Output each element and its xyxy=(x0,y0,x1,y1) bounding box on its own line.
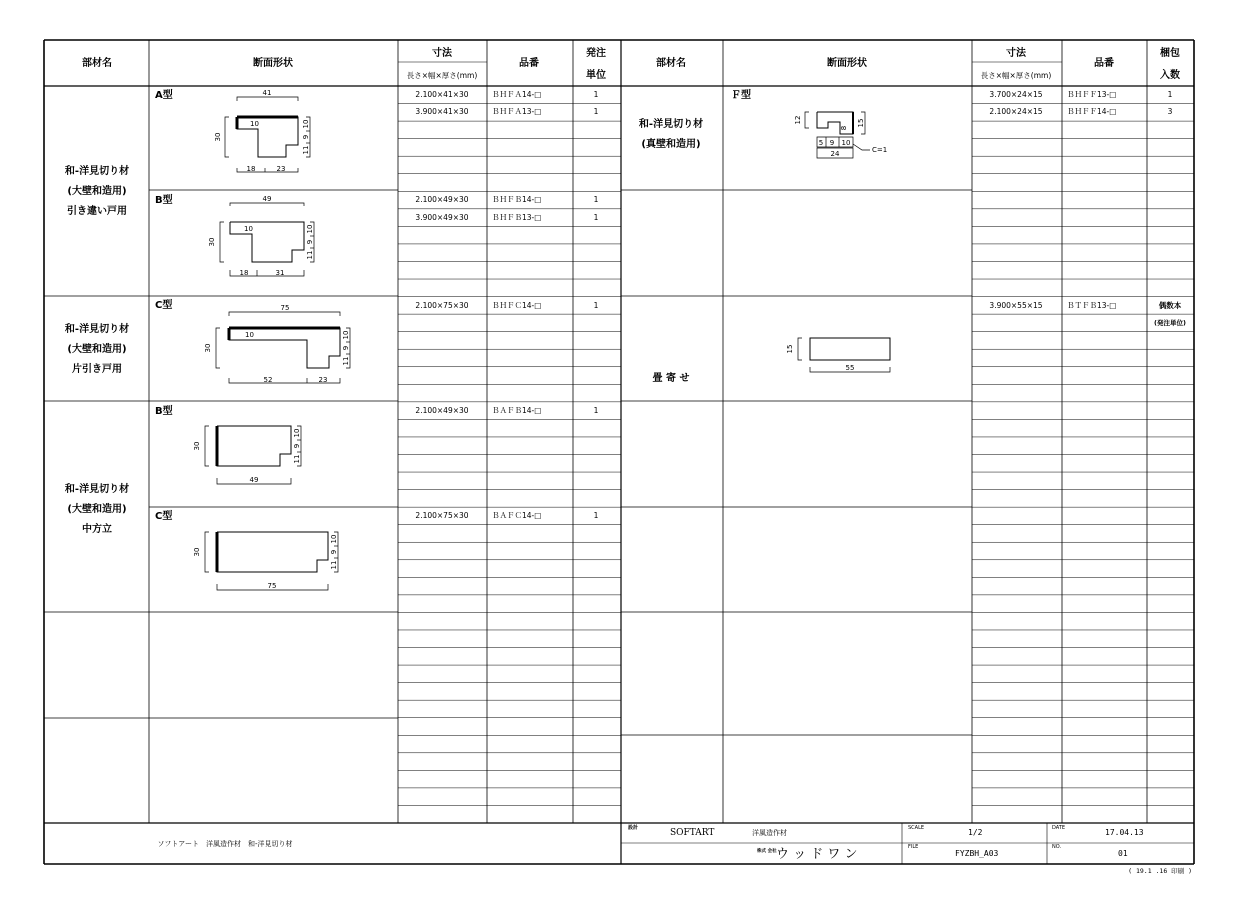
lbl-d-r2: 9 xyxy=(293,443,301,449)
lbl-a-t: 10 xyxy=(250,120,259,128)
file-label: FILE xyxy=(908,844,919,850)
lbl-c-r2: 9 xyxy=(342,345,350,351)
block-a xyxy=(155,88,599,173)
tatami-name: 畳 寄 せ xyxy=(652,373,690,384)
left-group-2 xyxy=(65,322,129,375)
lbl-f-b2: 9 xyxy=(829,139,835,147)
dim-e-1: 2.100×75×30 xyxy=(415,511,469,520)
block-f xyxy=(639,88,1173,158)
lbl-tatami-h: 15 xyxy=(786,344,794,354)
block-tatami xyxy=(653,300,1186,384)
unit-d-1: 1 xyxy=(593,406,599,415)
lbl-a-h: 30 xyxy=(214,132,222,142)
header-dimension-sub-right: 長さ×幅×厚さ(mm) xyxy=(980,71,1052,80)
lbl-b-r3: 10 xyxy=(306,224,314,234)
lbl-f-w: 24 xyxy=(830,150,840,158)
lbl-e-r1: 11 xyxy=(330,560,338,570)
unit-b-1: 1 xyxy=(593,195,599,204)
code-a-2: ＢＨＦＡ13-□ xyxy=(492,107,542,116)
header-part-name-left: 部材名 xyxy=(82,58,112,69)
header-section-shape-right: 断面形状 xyxy=(827,58,867,69)
product-label: 洋風造作材 xyxy=(752,829,787,837)
dim-f-1: 3.700×24×15 xyxy=(989,90,1043,99)
lbl-f-h1: 12 xyxy=(794,115,802,125)
lbl-b-r1: 11 xyxy=(306,250,314,260)
pack-f-2: 3 xyxy=(1167,107,1173,116)
lbl-f-h2: 15 xyxy=(857,118,865,128)
dim-f-2: 2.100×24×15 xyxy=(989,107,1043,116)
date-value: 17.04.13 xyxy=(1105,828,1144,837)
type-label-b: B型 xyxy=(155,195,173,206)
no-label: NO. xyxy=(1052,844,1062,850)
lbl-d-r1: 11 xyxy=(293,454,301,464)
type-label-e: C型 xyxy=(155,511,173,522)
group-1-line-1: 和-洋見切り材 xyxy=(64,166,130,177)
unit-a-2: 1 xyxy=(593,107,599,116)
group-2-line-3: 片引き戸用 xyxy=(72,364,122,375)
header-part-name-right: 部材名 xyxy=(656,58,686,69)
profile-c xyxy=(216,312,350,383)
profile-b xyxy=(220,203,314,276)
profile-tatami xyxy=(798,338,890,372)
code-e-1: ＢＡＦＣ14-□ xyxy=(492,511,542,520)
lbl-a-b2: 23 xyxy=(276,165,286,173)
lbl-e-h: 30 xyxy=(193,547,201,557)
left-group-3 xyxy=(65,482,129,535)
lbl-c-r1: 11 xyxy=(342,356,350,366)
header-pack-right-1: 梱包 xyxy=(1160,48,1180,59)
code-b-1: ＢＨＦＢ14-□ xyxy=(492,195,542,204)
design-label: 設計 xyxy=(628,825,639,831)
title-block xyxy=(157,824,1192,875)
file-value: FYZBH_A03 xyxy=(955,849,999,858)
lbl-b-h: 30 xyxy=(208,237,216,247)
company-name: ウ ッ ド ワ ン xyxy=(776,847,858,862)
group-3-line-1: 和-洋見切り材 xyxy=(64,484,130,495)
code-d-1: ＢＡＦＢ14-□ xyxy=(492,406,542,415)
f-name-2: (真壁和造用) xyxy=(641,139,701,150)
lbl-b-w: 49 xyxy=(262,195,272,203)
dim-tatami-1: 3.900×55×15 xyxy=(989,301,1043,310)
header-product-no-left: 品番 xyxy=(519,58,539,69)
type-label-d: B型 xyxy=(155,406,173,417)
header-order-left-2: 単位 xyxy=(586,70,606,81)
dim-a-1: 2.100×41×30 xyxy=(415,90,469,99)
pack-tatami-1: 偶数本 xyxy=(1158,301,1182,310)
type-label-f: Ｆ型 xyxy=(731,90,751,101)
group-1-line-2: (大壁和造用) xyxy=(67,186,127,197)
dim-a-2: 3.900×41×30 xyxy=(415,107,469,116)
header-dimension-left: 寸法 xyxy=(432,48,452,59)
group-3-line-3: 中方立 xyxy=(82,524,112,535)
date-label: DATE xyxy=(1052,825,1066,831)
lbl-a-r1: 11 xyxy=(302,145,310,155)
lbl-d-r3: 10 xyxy=(293,428,301,438)
lbl-b-b2: 31 xyxy=(275,269,285,277)
lbl-b-t: 10 xyxy=(244,225,253,233)
block-e xyxy=(155,509,599,590)
block-b xyxy=(155,193,599,277)
dim-d-1: 2.100×49×30 xyxy=(415,406,469,415)
f-name-1: 和-洋見切り材 xyxy=(638,119,704,130)
company-prefix: 株式 会社 xyxy=(757,849,777,854)
block-c xyxy=(155,298,599,384)
unit-e-1: 1 xyxy=(593,511,599,520)
lbl-b-r2: 9 xyxy=(306,239,314,245)
lbl-e-w: 75 xyxy=(267,582,277,590)
lbl-b-b1: 18 xyxy=(239,269,249,277)
header-order-left-1: 発注 xyxy=(586,48,606,59)
lbl-a-r3: 10 xyxy=(302,119,310,129)
scale-label: SCALE xyxy=(908,825,925,831)
group-2-line-1: 和-洋見切り材 xyxy=(64,324,130,335)
header-pack-right-2: 入数 xyxy=(1160,70,1180,81)
code-c-1: ＢＨＦＣ14-□ xyxy=(492,301,542,310)
code-f-1: ＢＨＦＦ13-□ xyxy=(1067,90,1117,99)
scale-value: 1/2 xyxy=(968,828,983,837)
pack-f-1: 1 xyxy=(1167,90,1173,99)
header-dimension-right: 寸法 xyxy=(1006,48,1026,59)
type-label-c: C型 xyxy=(155,300,173,311)
code-a-1: ＢＨＦＡ14-□ xyxy=(492,90,542,99)
title-left-text: ソフトアート 洋風造作材 和-洋見切り材 xyxy=(157,840,293,848)
type-label-a: A型 xyxy=(155,90,173,101)
print-note: ( 19.1 .16 印刷 ) xyxy=(1128,867,1192,875)
code-b-2: ＢＨＦＢ13-□ xyxy=(492,213,542,222)
unit-c-1: 1 xyxy=(593,301,599,310)
pack-tatami-2: (発注単位) xyxy=(1154,319,1186,327)
lbl-f-c: C=1 xyxy=(872,146,888,154)
group-2-line-2: (大壁和造用) xyxy=(67,344,127,355)
header-dimension-sub-left: 長さ×幅×厚さ(mm) xyxy=(406,71,478,80)
header-product-no-right: 品番 xyxy=(1094,58,1114,69)
lbl-f-b1: 5 xyxy=(818,139,824,147)
lbl-a-w: 41 xyxy=(262,89,272,97)
header-row xyxy=(82,46,1180,81)
design-value: SOFTART xyxy=(670,828,715,838)
lbl-c-b1: 52 xyxy=(263,376,273,384)
code-f-2: ＢＨＦＦ14-□ xyxy=(1067,107,1117,116)
lbl-c-t: 10 xyxy=(245,331,254,339)
dim-b-1: 2.100×49×30 xyxy=(415,195,469,204)
group-3-line-2: (大壁和造用) xyxy=(67,504,127,515)
lbl-e-r2: 9 xyxy=(330,549,338,555)
profile-a xyxy=(225,97,310,172)
lbl-d-w: 49 xyxy=(249,476,259,484)
lbl-c-r3: 10 xyxy=(342,330,350,340)
code-tatami-1: ＢＴＦＢ13-□ xyxy=(1067,301,1117,310)
unit-b-2: 1 xyxy=(593,213,599,222)
unit-a-1: 1 xyxy=(593,90,599,99)
lbl-f-t: 8 xyxy=(840,125,848,131)
no-value: 01 xyxy=(1118,849,1128,858)
group-1-line-3: 引き違い戸用 xyxy=(67,206,127,217)
dim-c-1: 2.100×75×30 xyxy=(415,301,469,310)
lbl-a-r2: 9 xyxy=(302,134,310,140)
lbl-c-w: 75 xyxy=(280,304,290,312)
lbl-c-b2: 23 xyxy=(318,376,328,384)
lbl-a-b1: 18 xyxy=(246,165,256,173)
dim-b-2: 3.900×49×30 xyxy=(415,213,469,222)
lbl-c-h: 30 xyxy=(204,343,212,353)
lbl-tatami-w: 55 xyxy=(845,364,855,372)
left-group-1 xyxy=(65,164,129,217)
lbl-f-b3: 10 xyxy=(841,139,851,147)
lbl-e-r3: 10 xyxy=(330,534,338,544)
lbl-d-h: 30 xyxy=(193,441,201,451)
header-section-shape-left: 断面形状 xyxy=(253,58,293,69)
